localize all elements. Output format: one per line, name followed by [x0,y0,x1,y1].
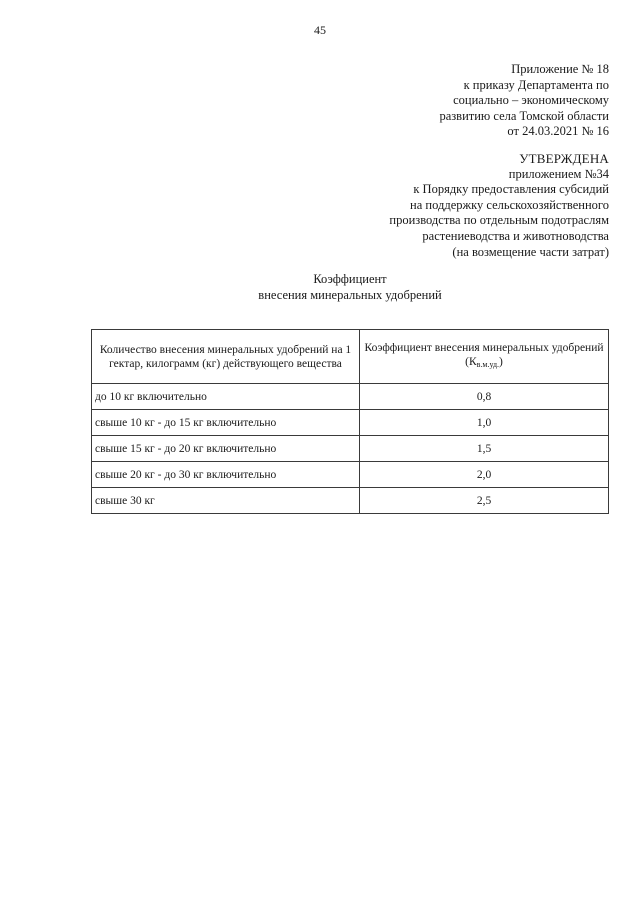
header-coefficient-subscript: в.м.уд. [476,360,500,369]
cell-coefficient: 2,0 [360,462,609,488]
cell-coefficient: 1,5 [360,436,609,462]
approved-line: приложением №34 [508,166,609,181]
document-title-line: внесения минеральных удобрений [258,287,442,302]
cell-quantity: свыше 20 кг - до 30 кг включительно [92,462,360,488]
cell-quantity: свыше 15 кг - до 20 кг включительно [92,436,360,462]
approved-line: (на возмещение части затрат) [452,244,609,259]
header-coefficient [360,330,609,384]
annex-block [309,62,609,140]
table-header-row [92,330,609,384]
table-row [92,436,609,462]
approved-line: на поддержку сельскохозяйственного [410,197,609,212]
annex-line: от 24.03.2021 № 16 [507,124,609,139]
header-quantity: Количество внесения минеральных удобрений на 1 гектар, килограмм (кг) действующего вещества [92,330,360,384]
approved-block [279,151,609,260]
approved-line: производства по отдельным подотраслям [389,213,609,228]
table-row [92,384,609,410]
document-title [0,272,640,303]
cell-coefficient: 2,5 [360,488,609,514]
document-title-line: Коэффициент [313,272,387,286]
cell-quantity: свыше 30 кг [92,488,360,514]
table-row [92,488,609,514]
page-number: 45 [314,23,326,37]
table-row [92,462,609,488]
annex-line: к приказу Департамента по [463,77,609,92]
cell-coefficient: 1,0 [360,410,609,436]
header-coefficient-close: ) [499,356,503,368]
approved-line: к Порядку предоставления субсидий [413,182,609,197]
approved-title: УТВЕРЖДЕНА [519,151,609,166]
annex-line: развитию села Томской области [439,108,609,123]
cell-quantity: до 10 кг включительно [92,384,360,410]
coefficient-table [91,329,609,514]
cell-quantity: свыше 10 кг - до 15 кг включительно [92,410,360,436]
approved-line: растениеводства и животноводства [422,228,609,243]
annex-line: Приложение № 18 [511,62,609,76]
cell-coefficient: 0,8 [360,384,609,410]
table-row [92,410,609,436]
annex-line: социально – экономическому [453,93,609,108]
header-coefficient-text: Коэффициент внесения минеральных удобрений (К [364,342,604,368]
